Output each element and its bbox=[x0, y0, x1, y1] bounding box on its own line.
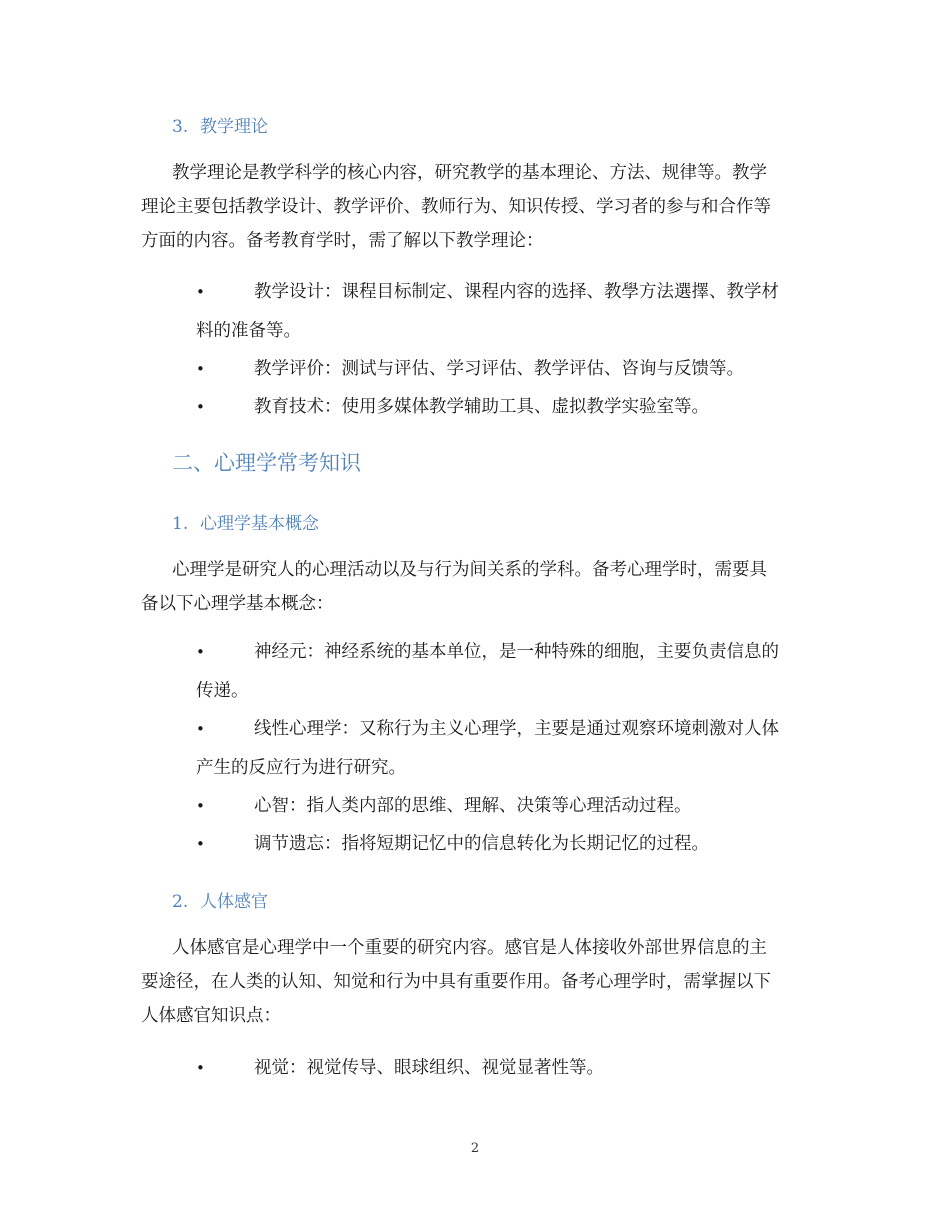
list-item-text: 线性心理学：又称行为主义心理学，主要是通过观察环境刺激对人体 bbox=[254, 719, 779, 739]
paragraph-line: 人体感官知识点： bbox=[141, 1006, 281, 1026]
list-item bbox=[196, 1049, 604, 1088]
list-item bbox=[196, 825, 709, 864]
paragraph-line: 备以下心理学基本概念： bbox=[141, 594, 334, 614]
list-item bbox=[196, 273, 779, 351]
section-heading-senses bbox=[172, 887, 268, 912]
paragraph-line: 人体感官是心理学中一个重要的研究内容。感官是人体接收外部世界信息的主 bbox=[172, 938, 767, 958]
list-item-text: 调节遗忘：指将短期记忆中的信息转化为长期记忆的过程。 bbox=[254, 834, 709, 854]
list-item bbox=[196, 388, 709, 427]
section-heading-psychology-concepts bbox=[172, 509, 319, 534]
list-item-text: 教育技术：使用多媒体教学辅助工具、虚拟教学实验室等。 bbox=[254, 397, 709, 417]
list-item-text: 心智：指人类内部的思维、理解、决策等心理活动过程。 bbox=[254, 796, 692, 816]
section-number: 1. bbox=[172, 514, 189, 534]
list-item bbox=[196, 787, 692, 826]
section-title: 心理学基本概念 bbox=[200, 514, 319, 534]
list-item-text: 视觉：视觉传导、眼球组织、视觉显著性等。 bbox=[254, 1058, 604, 1078]
page-number: 2 bbox=[470, 1141, 480, 1156]
section-title: 教学理论 bbox=[200, 117, 268, 137]
paragraph-line: 方面的内容。备考教育学时，需了解以下教学理论： bbox=[141, 231, 544, 251]
list-item-text: 神经元：神经系统的基本单位，是一种特殊的细胞，主要负责信息的 bbox=[254, 642, 779, 662]
list-item-text: 料的准备等。 bbox=[196, 321, 301, 341]
section-number: 3. bbox=[172, 117, 189, 137]
section-number: 2. bbox=[172, 892, 189, 912]
paragraph-line: 心理学是研究人的心理活动以及与行为间关系的学科。备考心理学时，需要具 bbox=[172, 560, 767, 580]
paragraph-teaching-theory bbox=[141, 156, 811, 258]
section-title: 人体感官 bbox=[200, 892, 268, 912]
list-item-text: 教学设计：课程目标制定、课程内容的选择、教學方法選擇、教学材 bbox=[254, 282, 779, 302]
chapter-heading-psychology: 二、心理学常考知识 bbox=[172, 451, 361, 475]
list-item bbox=[196, 350, 744, 389]
list-item-text: 教学评价：测试与评估、学习评估、教学评估、咨询与反馈等。 bbox=[254, 359, 744, 379]
list-item bbox=[196, 633, 779, 711]
list-item bbox=[196, 710, 779, 788]
paragraph-line: 要途径，在人类的认知、知觉和行为中具有重要作用。备考心理学时，需掌握以下 bbox=[141, 972, 771, 992]
paragraph-senses bbox=[141, 931, 811, 1033]
paragraph-psychology-concepts bbox=[141, 553, 811, 621]
list-item-text: 传递。 bbox=[196, 681, 249, 701]
paragraph-line: 教学理论是教学科学的核心内容，研究教学的基本理论、方法、规律等。教学 bbox=[172, 163, 767, 183]
section-heading-teaching-theory bbox=[172, 112, 268, 137]
paragraph-line: 理论主要包括教学设计、教学评价、教师行为、知识传授、学习者的参与和合作等 bbox=[141, 197, 771, 217]
list-item-text: 产生的反应行为进行研究。 bbox=[196, 758, 406, 778]
